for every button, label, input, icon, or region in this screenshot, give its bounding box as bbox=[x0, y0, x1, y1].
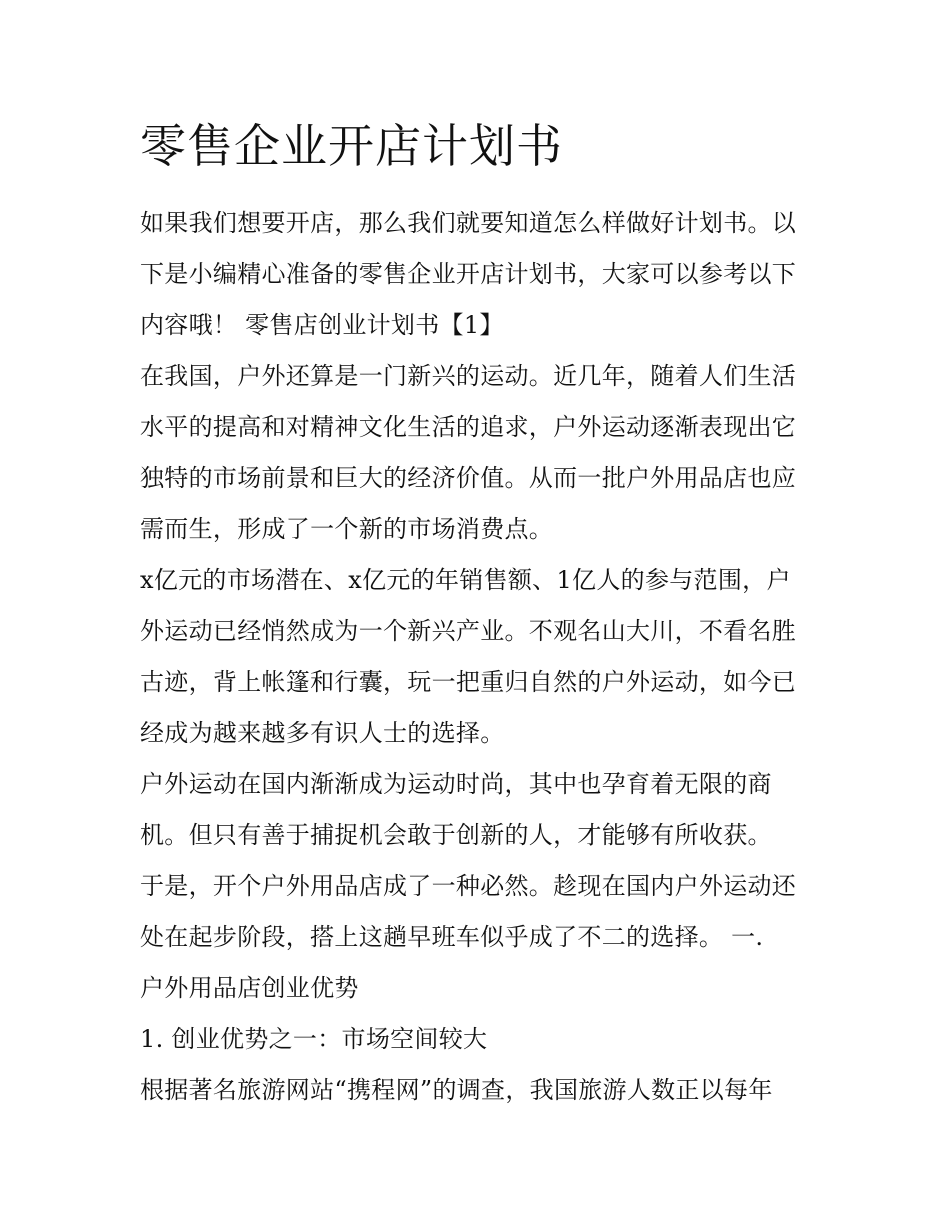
body-line: 处在起步阶段，搭上这趟早班车似乎成了不二的选择。 一. bbox=[140, 923, 764, 951]
body-line: 需而生，形成了一个新的市场消费点。 bbox=[140, 515, 554, 543]
body-line: 独特的市场前景和巨大的经济价值。从而一批户外用品店也应 bbox=[140, 464, 797, 492]
body-line: 内容哦！ 零售店创业计划书【1】 bbox=[140, 311, 504, 339]
body-line: 户外运动在国内渐渐成为运动时尚，其中也孕育着无限的商 bbox=[140, 770, 772, 798]
body-line: 机。但只有善于捕捉机会敢于创新的人，才能够有所收获。 bbox=[140, 821, 772, 849]
body-line: 水平的提高和对精神文化生活的追求，户外运动逐渐表现出它 bbox=[140, 413, 797, 441]
body-line: 在我国，户外还算是一门新兴的运动。近几年，随着人们生活 bbox=[140, 362, 797, 390]
body-line: 经成为越来越多有识人士的选择。 bbox=[140, 719, 505, 747]
body-line: 根据著名旅游网站“携程网”的调查，我国旅游人数正以每年 bbox=[140, 1076, 773, 1104]
body-line: 于是，开个户外用品店成了一种必然。趁现在国内户外运动还 bbox=[140, 872, 797, 900]
body-line: 古迹，背上帐篷和行囊，玩一把重归自然的户外运动，如今已 bbox=[140, 668, 797, 696]
document-title: 零售企业开店计划书 bbox=[140, 119, 563, 173]
body-line: 如果我们想要开店，那么我们就要知道怎么样做好计划书。以 bbox=[140, 209, 797, 237]
section-heading: 户外用品店创业优势 bbox=[140, 974, 359, 1002]
body-line: 下是小编精心准备的零售企业开店计划书，大家可以参考以下 bbox=[140, 260, 797, 288]
body-line: 外运动已经悄然成为一个新兴产业。不观名山大川，不看名胜 bbox=[140, 617, 797, 645]
subsection-heading: 1. 创业优势之一：市场空间较大 bbox=[140, 1025, 488, 1053]
document-body bbox=[140, 198, 820, 1116]
body-line: x亿元的市场潜在、x亿元的年销售额、1亿人的参与范围，户 bbox=[140, 566, 791, 594]
